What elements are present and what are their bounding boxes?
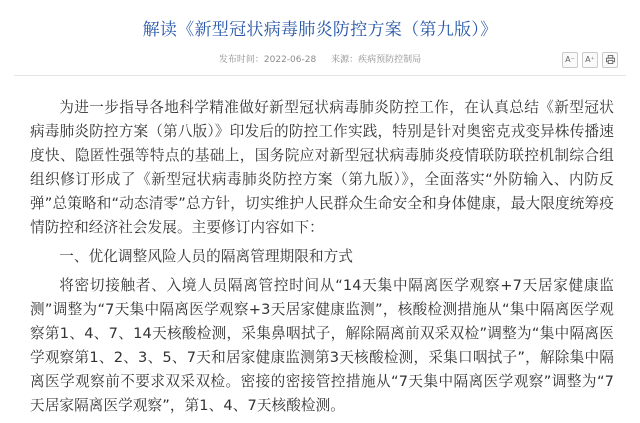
font-smaller-button[interactable]: A⁻ [562, 52, 578, 68]
print-button[interactable] [602, 52, 618, 68]
article-meta [0, 54, 640, 66]
article-body [30, 96, 614, 423]
print-icon [606, 55, 615, 64]
publish-date: 发布时间：2022-06-28 [218, 55, 317, 65]
section-heading: 一、优化调整风险人员的隔离管理期限和方式 [59, 248, 354, 265]
article-source: 来源：疾病预防控制局 [331, 55, 422, 65]
font-larger-button[interactable]: A⁺ [582, 52, 598, 68]
header-divider [14, 75, 626, 76]
paragraph-intro: 为进一步指导各地科学精准做好新型冠状病毒肺炎防控工作，在认真总结《新型冠状病毒肺炎防控方案（第八版）》印发后的防控工作实践，特别是针对奥密克戎变异株传播速度快、隐匿性强等特点的基础上，国务院应对新型冠状病毒肺炎疫情联防联控机制综合组组织修订形成了《新型冠状病毒肺炎防控方案（第九版）》，全面落实“外防输入、内防反弹”总策略和“动态清零”总方针，切实维护人民群众生命安全和身体健康，最大限度统筹疫情防控和经济社会发展。主要修订内容如下： [30, 99, 614, 236]
article-title: 解读《新型冠状病毒肺炎防控方案（第九版）》 [142, 20, 498, 40]
article-tools [562, 52, 618, 68]
paragraph-section-1: 将密切接触者、入境人员隔离管控时间从“14天集中隔离医学观察+7天居家健康监测”调整为“7天集中隔离医学观察+3天居家健康监测”，核酸检测措施从“集中隔离医学观察第1、4、7、14天核酸检测，采集鼻咽拭子，解除隔离前双采双检”调整为“集中隔离医学观察第1、2、3、5、7天和居家健康监测第3天核酸检测，采集口咽拭子”，解除集中隔离医学观察前不要求双采双检。密接的密接管控措施从“7天集中隔离医学观察”调整为“7天居家隔离医学观察”，第1、4、7天核酸检测。 [30, 277, 614, 414]
